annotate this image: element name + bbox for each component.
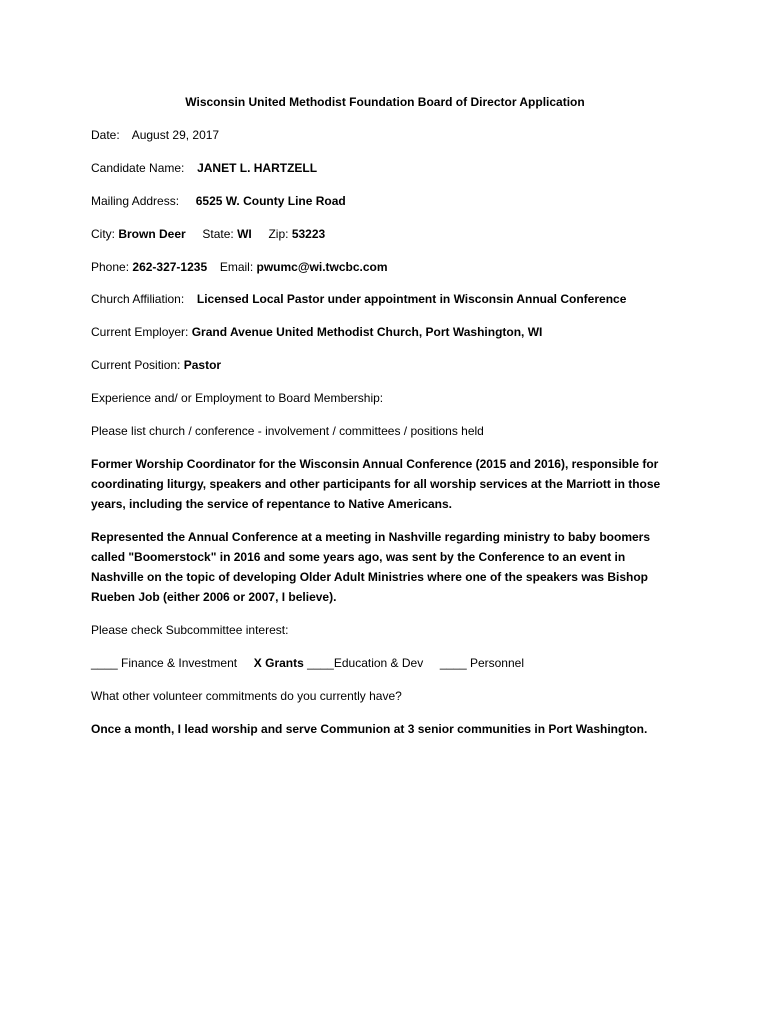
city-label: City:	[91, 227, 115, 241]
subcommittee-finance: ____ Finance & Investment	[91, 656, 238, 670]
state-value: WI	[237, 227, 252, 241]
zip-label: Zip:	[268, 227, 289, 241]
experience-paragraph-2: Represented the Annual Conference at a meeting in Nashville regarding ministry to baby boomers called "Boomerstock" in 2016 and some years ago, was sent by the Conference to an event in Nashville on the topic of developing Older Adult Ministries where one of the speakers was Bishop Rueben Job (either 2006 or 2007, I believe).	[91, 530, 651, 604]
subcommittee-prompt: Please check Subcommittee interest:	[91, 623, 289, 637]
volunteer-answer: Once a month, I lead worship and serve Communion at 3 senior communities in Port Washington.	[91, 722, 648, 736]
mailing-value: 6525 W. County Line Road	[195, 194, 346, 208]
phone-value: 262-327-1235	[132, 260, 208, 274]
date-row	[91, 128, 691, 142]
experience-label: Experience and/ or Employment to Board Membership:	[91, 391, 384, 405]
church-value: Licensed Local Pastor under appointment in Wisconsin Annual Conference	[196, 292, 627, 306]
mailing-label: Mailing Address:	[91, 194, 180, 208]
candidate-label: Candidate Name:	[91, 161, 185, 175]
zip-value: 53223	[291, 227, 326, 241]
church-row	[91, 292, 691, 306]
city-row	[91, 227, 691, 241]
candidate-row	[91, 161, 691, 175]
subcommittee-row	[91, 656, 691, 670]
experience-paragraph-1: Former Worship Coordinator for the Wisconsin Annual Conference (2015 and 2016), responsible for coordinating liturgy, speakers and other participants for all worship services at the Marriott in those years, including the service of repentance to Native Americans.	[91, 457, 661, 511]
position-value: Pastor	[183, 358, 222, 372]
church-label: Church Affiliation:	[91, 292, 185, 306]
subcommittee-grants: X Grants	[253, 656, 304, 670]
date-label: Date:	[91, 128, 120, 142]
subcommittee-education: ____Education & Dev	[307, 656, 424, 670]
subcommittee-personnel: ____ Personnel	[439, 656, 524, 670]
candidate-value: JANET L. HARTZELL	[197, 161, 318, 175]
list-prompt: Please list church / conference - involvement / committees / positions held	[91, 424, 484, 438]
mailing-row	[91, 194, 691, 208]
position-label: Current Position:	[91, 358, 181, 372]
volunteer-prompt: What other volunteer commitments do you currently have?	[91, 689, 402, 703]
phone-label: Phone:	[91, 260, 130, 274]
employer-label: Current Employer:	[91, 325, 189, 339]
employer-value: Grand Avenue United Methodist Church, Port Washington, WI	[191, 325, 543, 339]
city-value: Brown Deer	[118, 227, 186, 241]
email-value: pwumc@wi.twcbc.com	[256, 260, 388, 274]
position-row	[91, 358, 691, 372]
phone-row	[91, 260, 691, 274]
state-label: State:	[202, 227, 234, 241]
email-label: Email:	[219, 260, 254, 274]
employer-row	[91, 325, 691, 339]
document-title: Wisconsin United Methodist Foundation Board of Director Application	[185, 95, 585, 109]
date-value: August 29, 2017	[131, 128, 220, 142]
